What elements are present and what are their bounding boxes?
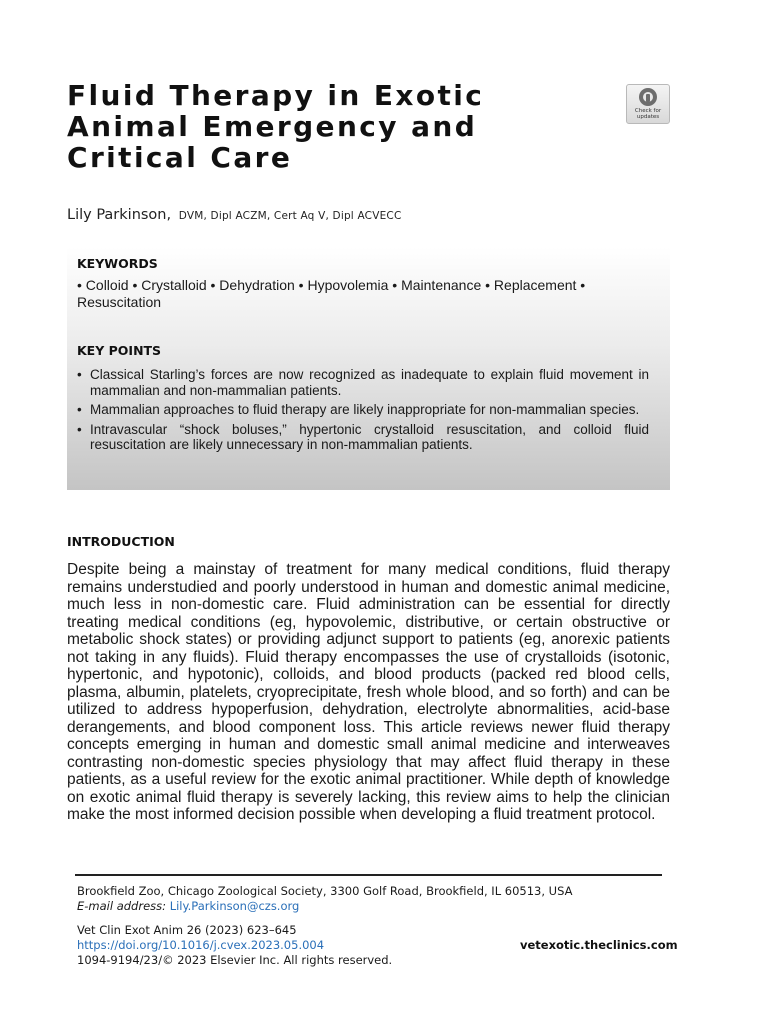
footnote-divider bbox=[75, 874, 662, 876]
keywords-heading: KEYWORDS bbox=[77, 256, 158, 271]
key-points-list bbox=[77, 367, 649, 457]
email-link[interactable]: Lily.Parkinson@czs.org bbox=[169, 899, 300, 913]
keywords-list: • Colloid • Crystalloid • Dehydration • Hypovolemia • Maintenance • Replacement • Resuscitation bbox=[77, 277, 586, 310]
key-point-item bbox=[77, 367, 649, 398]
introduction-heading: INTRODUCTION bbox=[67, 534, 175, 549]
key-points-heading: KEY POINTS bbox=[77, 343, 162, 358]
article-title bbox=[67, 80, 587, 173]
update-ring-icon bbox=[639, 88, 657, 106]
journal-citation: Vet Clin Exot Anim 26 (2023) 623–645 bbox=[77, 923, 297, 937]
key-point-text: Intravascular “shock boluses,” hypertonic crystalloid resuscitation, and colloid fluid resuscitation are likely unnecessary in non-mammalian patients. bbox=[90, 421, 649, 452]
badge-text-line2: updates bbox=[636, 114, 660, 120]
author-credentials: DVM, Dipl ACZM, Cert Aq V, Dipl ACVECC bbox=[178, 210, 402, 222]
check-for-updates-icon[interactable] bbox=[626, 84, 670, 124]
key-point-item bbox=[77, 422, 649, 453]
key-point-item bbox=[77, 402, 649, 418]
bullet-icon: • bbox=[77, 402, 82, 417]
journal-website: vetexotic.theclinics.com bbox=[520, 938, 678, 952]
doi-link[interactable]: https://doi.org/10.1016/j.cvex.2023.05.004 bbox=[77, 938, 325, 952]
key-point-text: Mammalian approaches to fluid therapy are likely inappropriate for non-mammalian species. bbox=[90, 402, 640, 417]
bullet-icon: • bbox=[77, 421, 82, 437]
author-name: Lily Parkinson, bbox=[67, 207, 172, 223]
bullet-icon: • bbox=[77, 367, 82, 382]
title-line: Fluid Therapy in Exotic bbox=[67, 79, 485, 112]
author-line bbox=[67, 207, 401, 223]
copyright-notice: 1094-9194/23/© 2023 Elsevier Inc. All rights reserved. bbox=[77, 953, 393, 967]
badge-text-line1: Check for bbox=[634, 108, 662, 114]
title-line: Critical Care bbox=[67, 141, 293, 174]
author-affiliation: Brookfield Zoo, Chicago Zoological Society, 3300 Golf Road, Brookfield, IL 60513, USA bbox=[77, 884, 573, 898]
title-line: Animal Emergency and bbox=[67, 110, 478, 143]
email-line bbox=[77, 899, 299, 914]
keywords-keypoints-box bbox=[67, 247, 670, 490]
email-label: E-mail address: bbox=[77, 899, 167, 913]
introduction-body: Despite being a mainstay of treatment for many medical conditions, fluid therapy remains understudied and poorly understood in human and domestic animal medicine, much less in non-domestic care. Fluid administration can be essential for directly treating medical conditions (eg, hypovolemic, distributive, or certain obstructive or metabolic shock states) or providing adjunct support to patients (eg, anorexic patients not taking in any fluids). Fluid therapy encompasses the use of crystalloids (isotonic, hypertonic, and hypotonic), colloids, and blood products (packed red blood cells, plasma, albumin, platelets, cryoprecipitate, fresh whole blood, and so forth) and can be utilized to address hypoperfusion, dehydration, electrolyte abnormalities, acid-base derangements, and blood component loss. This article reviews newer fluid therapy concepts emerging in human and domestic small animal medicine and interweaves contrasting non-domestic species physiology that may affect fluid therapy in these patients, as a useful review for the exotic animal practitioner. While depth of knowledge on exotic animal fluid therapy is severely lacking, this review aims to help the clinician make the most informed decision possible when developing a fluid treatment protocol. bbox=[67, 561, 670, 823]
key-point-text: Classical Starling’s forces are now recognized as inadequate to explain fluid movement in mammalian and non-mammalian patients. bbox=[90, 367, 649, 398]
